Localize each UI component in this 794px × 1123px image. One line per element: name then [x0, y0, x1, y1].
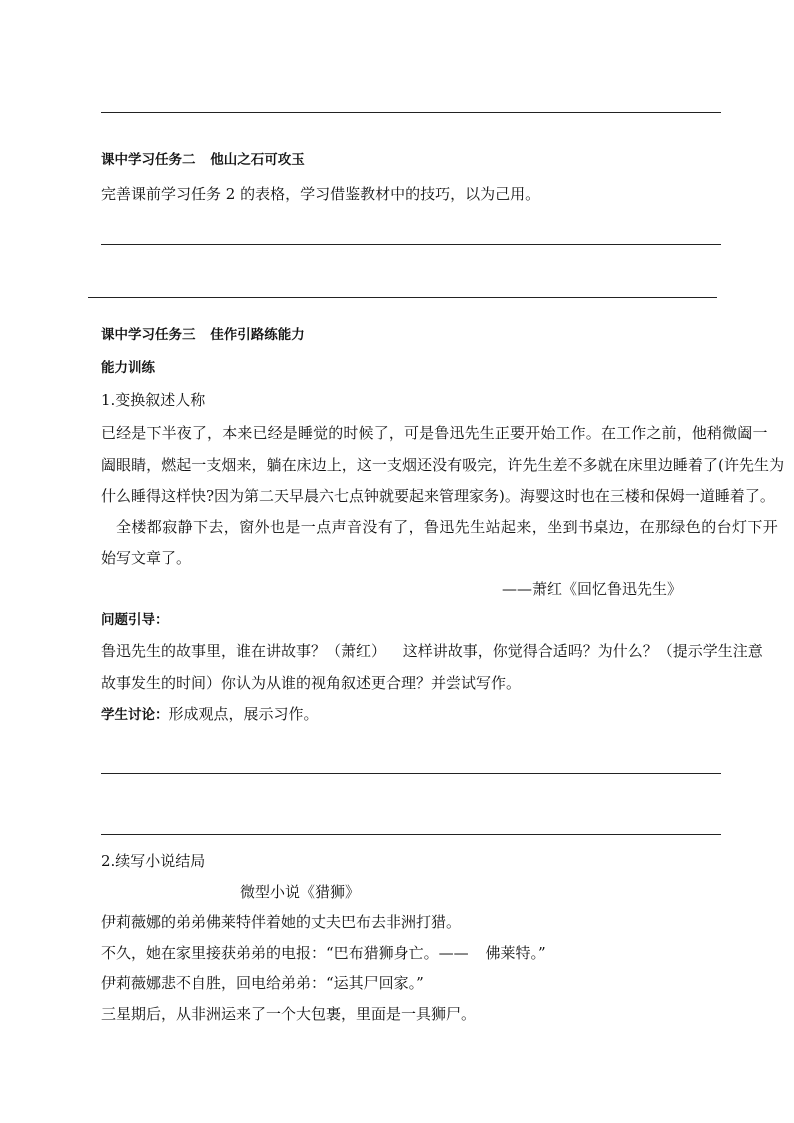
guide-line-2: 故事发生的时间）你认为从谁的视角叙述更合理？并尝试写作。	[101, 674, 522, 692]
excerpt-line-5: 始写文章了。	[101, 549, 192, 567]
answer-line-2	[101, 244, 721, 245]
answer-line-3	[101, 773, 721, 774]
item1-title: 1.变换叙述人称	[101, 391, 206, 409]
guide-line-1: 鲁迅先生的故事里，谁在讲故事？（萧红） 这样讲故事，你觉得合适吗？为什么？（提示学生注意	[101, 642, 763, 660]
answer-line-4	[101, 834, 721, 835]
excerpt-line-4: 全楼都寂静下去，窗外也是一点声音没有了，鲁迅先生站起来，坐到书桌边，在那绿色的台灯下开	[116, 518, 779, 536]
item2-title: 2.续写小说结局	[101, 852, 206, 870]
section2-body: 完善课前学习任务 2 的表格，学习借鉴教材中的技巧，以为己用。	[101, 185, 541, 203]
story-line-2: 不久，她在家里接获弟弟的电报：“巴布猎狮身亡。—— 佛莱特。”	[101, 944, 546, 962]
excerpt-source: ——萧红《回忆鲁迅先生》	[502, 580, 683, 598]
section3-subheading: 能力训练	[101, 360, 155, 376]
excerpt-line-1: 已经是下半夜了，本来已经是睡觉的时候了，可是鲁迅先生正要开始工作。在工作之前，他稍微阖一	[101, 424, 768, 442]
discussion-label: 学生讨论：	[101, 707, 169, 723]
guide-title: 问题引导：	[101, 612, 169, 628]
section2-title: 课中学习任务二 他山之石可攻玉	[101, 152, 305, 168]
section3-title: 课中学习任务三 佳作引路练能力	[101, 327, 305, 343]
story-line-4: 三星期后，从非洲运来了一个大包裹，里面是一具狮尸。	[101, 1005, 477, 1023]
discussion	[101, 704, 319, 725]
story-title: 微型小说《猎狮》	[240, 883, 361, 901]
story-line-1: 伊莉薇娜的弟弟佛莱特伴着她的丈夫巴布去非洲打猎。	[101, 913, 462, 931]
story-line-3: 伊莉薇娜悲不自胜，回电给弟弟：“运其尸回家。”	[101, 974, 424, 992]
section-divider	[88, 297, 717, 298]
answer-line-1	[101, 112, 721, 113]
excerpt-line-2: 阖眼睛，燃起一支烟来，躺在床边上，这一支烟还没有吸完，许先生差不多就在床里边睡着了(许先生为	[101, 456, 785, 474]
excerpt-line-3: 什么睡得这样快?因为第二天早晨六七点钟就要起来管理家务)。海婴这时也在三楼和保姆一道睡着了。	[101, 487, 775, 505]
discussion-text: 形成观点，展示习作。	[168, 705, 319, 723]
